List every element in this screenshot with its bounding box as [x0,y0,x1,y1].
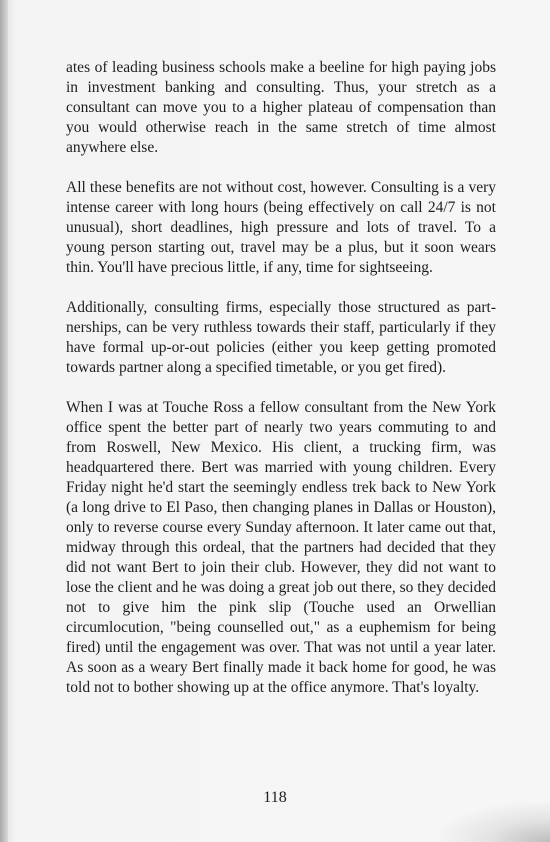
paragraph-2: All these benefits are not without cost, however. Consulting is a very intense career with long hours (being effectively on call 24/7 is not unusual), short deadlines, high pressure and lots of travel. To a young person starting out, travel may be a plus, but it soon wears thin. You'll have precious little, if any, time for sightseeing. [66,179,496,276]
paragraph-3: Additionally, consulting firms, especially those structured as partnerships, can be very ruthless towards their staff, particularly if they have formal up-or-out policies (either you keep getting promoted towards partner along a specified timetable, or you get fired). [66,299,496,376]
page-number: 118 [263,789,287,806]
book-spine-shadow [0,0,8,842]
paragraph-4: When I was at Touche Ross a fellow consultant from the New York office spent the better part of nearly two years commuting to and from Roswell, New Mexico. His client, a trucking firm, was headquartered there. Bert was married with young children. Every Friday night he'd start the seemingly endless trek back to New York (a long drive to El Paso, then changing planes in Dallas or Houston), only to reverse course every Sunday afternoon. It later came out that, midway through this ordeal, that the partners had decided that they did not want Bert to join their club. However, they did not want to lose the client and he was doing a great job out there, so they decided not to give him the pink slip (Touche used an Orwellian circumlocution, "being counselled out," as a euphemism for being fired) until the engagement was over. That was not until a year later. As soon as a weary Bert finally made it back home for good, he was told not to bother showing up at the office anymore. That's loyalty. [66,399,496,696]
body-text [66,58,496,718]
paragraph-1: ates of leading business schools make a beeline for high paying jobs in investment banking and consulting. Thus, your stretch as a consultant can move you to a higher plateau of compensation than you would otherwise reach in the same stretch of time almost anywhere else. [66,59,496,156]
